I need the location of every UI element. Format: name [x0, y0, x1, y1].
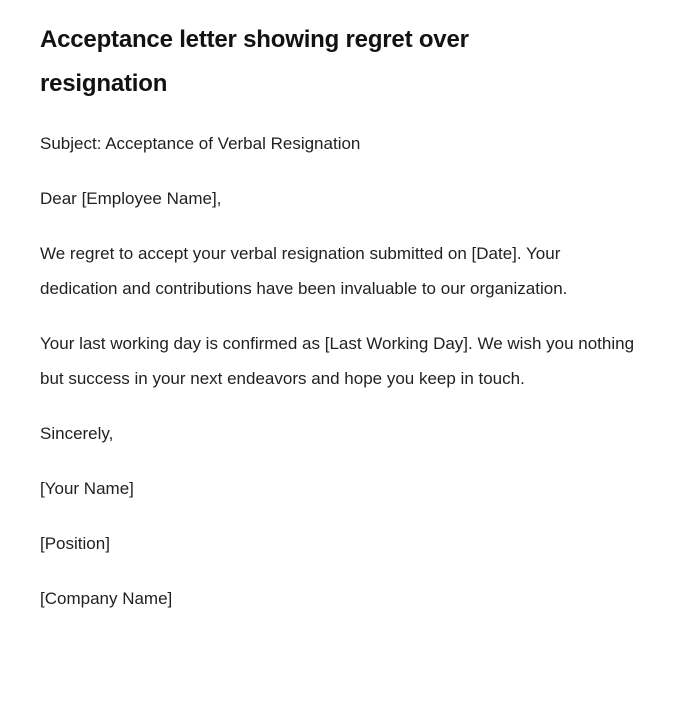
subject-line: Subject: Acceptance of Verbal Resignation	[40, 134, 361, 153]
letter-title: Acceptance letter showing regret over resignation	[40, 26, 469, 97]
salutation: Dear [Employee Name],	[40, 189, 222, 208]
letter-body	[40, 126, 642, 616]
closing-sincerely: Sincerely,	[40, 424, 114, 443]
signature-your-name: [Your Name]	[40, 479, 134, 498]
signature-position: [Position]	[40, 534, 110, 553]
paragraph-last-working-day: Your last working day is confirmed as [Last Working Day]. We wish you nothing but success in your next endeavors and hope you keep in touch.	[40, 334, 635, 388]
paragraph-regret: We regret to accept your verbal resignation submitted on [Date]. Your dedication and contributions have been invaluable to our organization.	[40, 244, 568, 298]
signature-company-name: [Company Name]	[40, 589, 173, 608]
